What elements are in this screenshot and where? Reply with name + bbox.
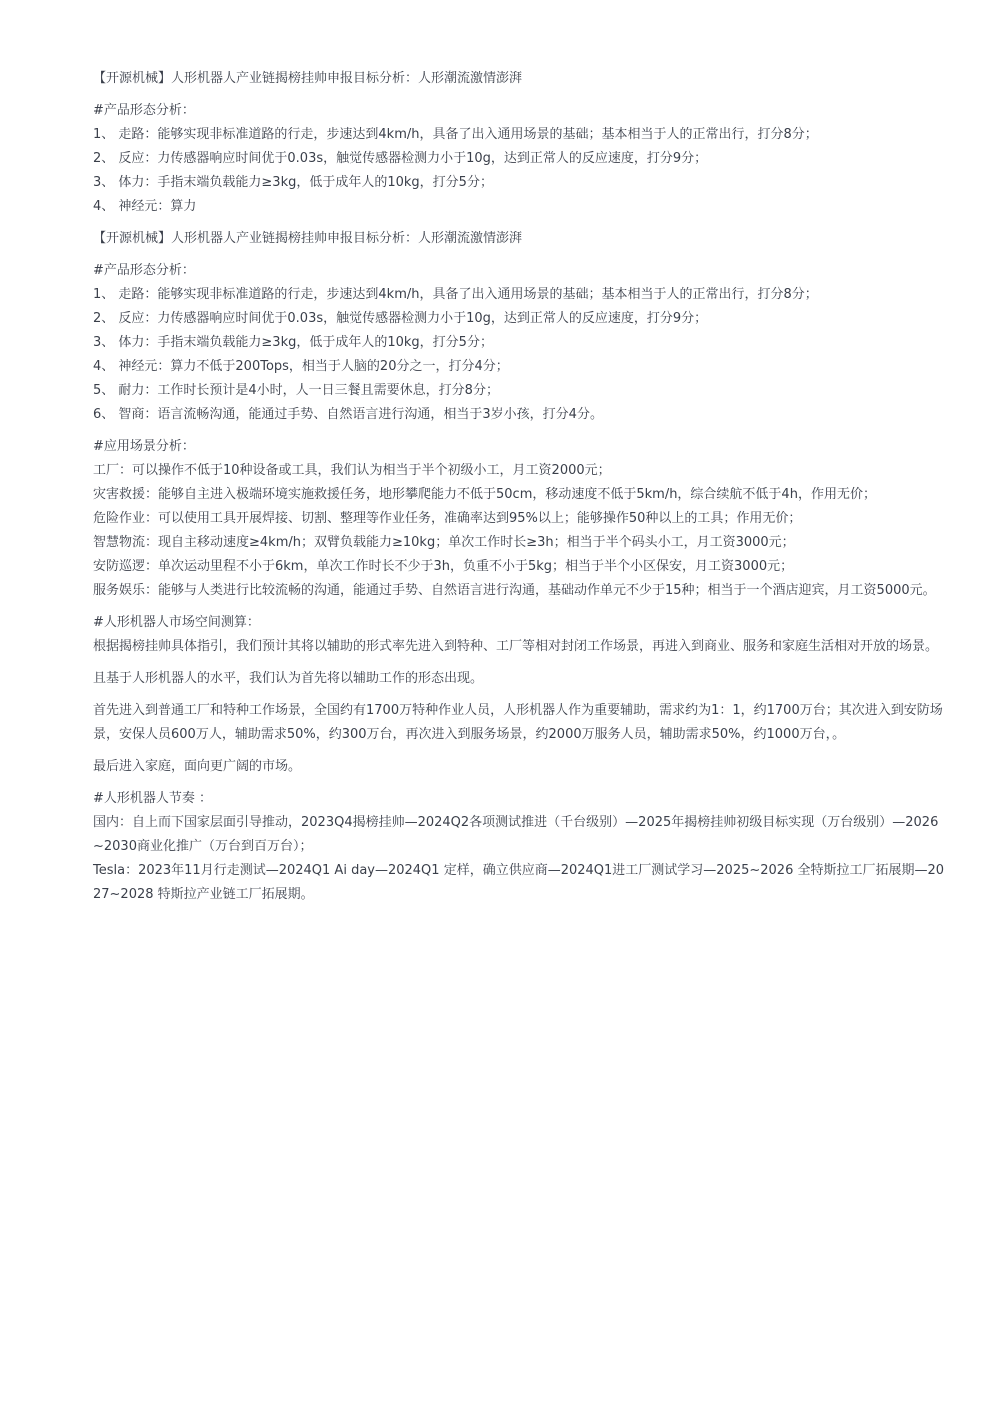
text-line: 1、 走路：能够实现非标准道路的行走，步速达到4km/h，具备了出入通用场景的基础；基本相当于人的正常出行，打分8分； xyxy=(93,127,818,142)
paragraph-block xyxy=(93,787,945,907)
text-line: 灾害救援：能够自主进入极端环境实施救援任务，地形攀爬能力不低于50cm，移动速度不低于5km/h，综合续航不低于4h，作用无价； xyxy=(93,487,876,502)
section-heading: #产品形态分析： xyxy=(93,263,195,278)
paragraph-block xyxy=(93,667,945,691)
paragraph-block xyxy=(93,99,945,219)
paragraph-block xyxy=(93,227,945,251)
text-line: 4、 神经元：算力 xyxy=(93,199,197,214)
paragraph-block xyxy=(93,611,945,659)
text-line: 3、 体力：手指末端负载能力≥3kg，低于成年人的10kg，打分5分； xyxy=(93,335,493,350)
section-heading: #人形机器人节奏 ： xyxy=(93,791,213,806)
paragraph-block xyxy=(93,435,945,603)
text-line: 5、 耐力：工作时长预计是4小时，人一日三餐且需要休息，打分8分； xyxy=(93,383,499,398)
paragraph-block xyxy=(93,67,945,91)
text-line: 服务娱乐：能够与人类进行比较流畅的沟通，能通过手势、自然语言进行沟通，基础动作单元不少于15种；相当于一个酒店迎宾，月工资5000元。 xyxy=(93,583,936,598)
section-heading: #人形机器人市场空间测算： xyxy=(93,615,260,630)
text-line: 6、 智商：语言流畅沟通，能通过手势、自然语言进行沟通，相当于3岁小孩，打分4分。 xyxy=(93,407,603,422)
text-line: 【开源机械】人形机器人产业链揭榜挂帅申报目标分析：人形潮流激情澎湃 xyxy=(93,71,523,86)
text-line: 且基于人形机器人的水平，我们认为首先将以辅助工作的形态出现。 xyxy=(93,671,484,686)
text-line: 3、 体力：手指末端负载能力≥3kg，低于成年人的10kg，打分5分； xyxy=(93,175,493,190)
text-line: 2、 反应：力传感器响应时间优于0.03s，触觉传感器检测力小于10g，达到正常人的反应速度，打分9分； xyxy=(93,151,708,166)
paragraph-block xyxy=(93,699,945,747)
text-line: 4、 神经元：算力不低于200Tops，相当于人脑的20分之一，打分4分； xyxy=(93,359,509,374)
text-line: 最后进入家庭，面向更广阔的市场。 xyxy=(93,759,302,774)
text-line: 国内：自上而下国家层面引导推动，2023Q4揭榜挂帅—2024Q2各项测试推进（千台级别）—2025年揭榜挂帅初级目标实现（万台级别）—2026 ~2030商业化推广（万台到百万台）； xyxy=(93,815,939,854)
text-line: 工厂：可以操作不低于10种设备或工具，我们认为相当于半个初级小工，月工资2000元； xyxy=(93,463,611,478)
text-line: 危险作业：可以使用工具开展焊接、切割、整理等作业任务，准确率达到95%以上；能够操作50种以上的工具；作用无价； xyxy=(93,511,802,526)
section-heading: #产品形态分析： xyxy=(93,103,195,118)
text-line: 智慧物流：现自主移动速度≥4km/h；双臂负载能力≥10kg；单次工作时长≥3h；相当于半个码头小工，月工资3000元； xyxy=(93,535,795,550)
text-line: 2、 反应：力传感器响应时间优于0.03s，触觉传感器检测力小于10g，达到正常人的反应速度，打分9分； xyxy=(93,311,708,326)
text-line: 根据揭榜挂帅具体指引，我们预计其将以辅助的形式率先进入到特种、工厂等相对封闭工作场景，再进入到商业、服务和家庭生活相对开放的场景。 xyxy=(93,639,939,654)
text-line: 1、 走路：能够实现非标准道路的行走，步速达到4km/h，具备了出入通用场景的基础；基本相当于人的正常出行，打分8分； xyxy=(93,287,818,302)
document-body xyxy=(93,67,945,915)
text-line: 安防巡逻：单次运动里程不小于6km，单次工作时长不少于3h，负重不小于5kg；相当于半个小区保安，月工资3000元； xyxy=(93,559,794,574)
section-heading: #应用场景分析： xyxy=(93,439,195,454)
paragraph-block xyxy=(93,259,945,427)
text-line: 首先进入到普通工厂和特种工作场景，全国约有1700万特种作业人员，人形机器人作为重要辅助，需求约为1：1，约1700万台；其次进入到安防场景，安保人员600万人，辅助需求50%，约300万台，再次进入到服务场景，约2000万服务人员，辅助需求50%，约1000万台，。 xyxy=(93,703,943,742)
text-line: 【开源机械】人形机器人产业链揭榜挂帅申报目标分析：人形潮流激情澎湃 xyxy=(93,231,523,246)
text-line: Tesla：2023年11月行走测试—2024Q1 Ai day—2024Q1 定样，确立供应商—2024Q1进工厂测试学习—2025~2026 全特斯拉工厂拓展期—2027~2028 特斯拉产业链工厂拓展期。 xyxy=(93,863,945,902)
paragraph-block xyxy=(93,755,945,779)
